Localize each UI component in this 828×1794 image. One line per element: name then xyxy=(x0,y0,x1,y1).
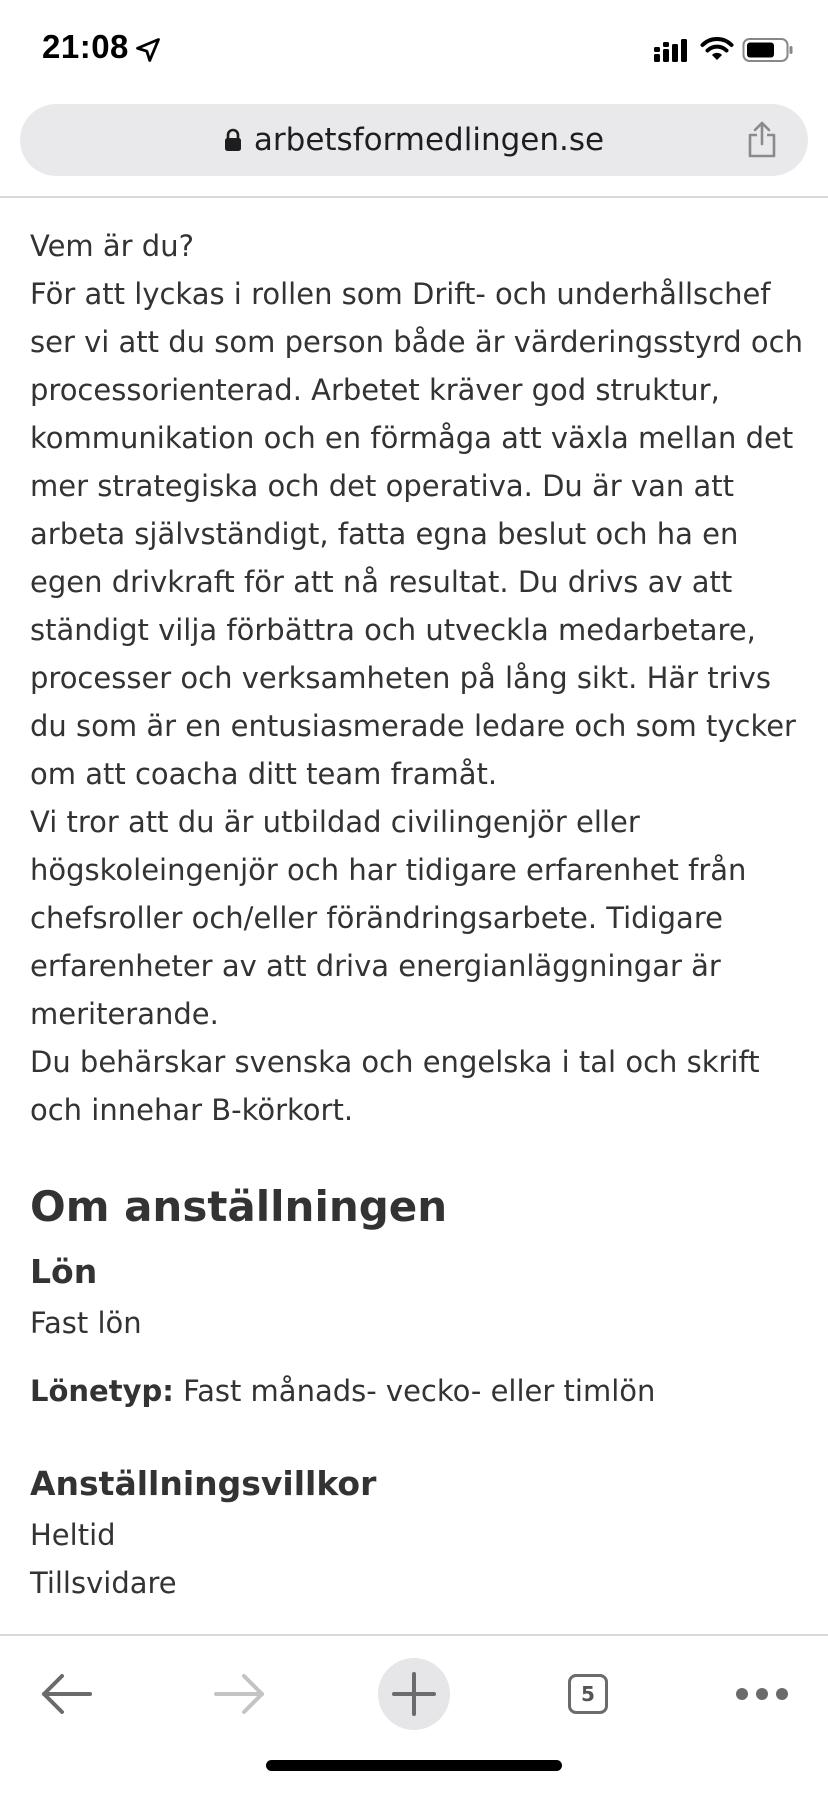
url-display[interactable] xyxy=(20,104,808,176)
job-description xyxy=(30,222,810,1134)
tabs-icon xyxy=(568,1674,608,1714)
language-paragraph: Du behärskar svenska och engelska i tal och skrift och innehar B-körkort. xyxy=(30,1045,760,1127)
more-icon xyxy=(734,1686,790,1702)
forward-arrow-icon xyxy=(212,1672,268,1716)
battery-icon xyxy=(742,36,794,64)
more-button[interactable] xyxy=(722,1654,802,1734)
salary-type-label: Lönetyp: xyxy=(30,1374,174,1408)
status-bar xyxy=(0,0,828,96)
url-text[interactable]: arbetsformedlingen.se xyxy=(253,122,605,158)
salary-heading: Lön xyxy=(30,1252,98,1291)
status-time: 21:08 xyxy=(42,28,129,65)
tabs-count: 5 xyxy=(581,1682,595,1706)
employment-duration: Tillsvidare xyxy=(30,1566,177,1600)
employment-extent: Heltid xyxy=(30,1518,116,1552)
plus-icon xyxy=(391,1671,437,1717)
salary-type xyxy=(30,1374,655,1408)
salary-type-value: Fast månads- vecko- eller timlön xyxy=(183,1374,656,1408)
location-arrow-icon xyxy=(134,36,162,64)
description-paragraph: För att lyckas i rollen som Drift- och underhållschef ser vi att du som person både är värderingsstyrd och processorienterad. Arbetet kräver god struktur, kommunikation och en förmåga att växla mellan det mer strategiska och det operativa. Du är van att arbeta självständigt, fatta egna beslut och ha en egen drivkraft för att nå resultat. Du drivs av att ständigt vilja förbättra och utveckla medarbetare, processer och verksamheten på lång sikt. Här trivs du som är en entusiasmerade ledare och som tycker om att coacha ditt team framåt. xyxy=(30,277,803,791)
share-icon[interactable] xyxy=(746,120,778,158)
qualifications-paragraph: Vi tror att du är utbildad civilingenjör eller högskoleingenjör och har tidigare erfarenhet från chefsroller och/eller förändringsarbete. Tidigare erfarenheter av att driva energianläggningar är meriterande. xyxy=(30,805,747,1031)
tabs-button[interactable] xyxy=(548,1654,628,1734)
employment-terms-heading: Anställningsvillkor xyxy=(30,1464,377,1503)
back-button[interactable] xyxy=(26,1654,106,1734)
employment-section-heading: Om anställningen xyxy=(30,1182,448,1231)
home-indicator[interactable] xyxy=(266,1760,562,1771)
cellular-signal-icon xyxy=(654,38,690,64)
new-tab-button[interactable] xyxy=(374,1654,454,1734)
forward-button[interactable] xyxy=(200,1654,280,1734)
new-tab-circle[interactable] xyxy=(378,1658,450,1730)
wifi-icon xyxy=(700,36,734,64)
url-bar-divider xyxy=(0,196,828,198)
back-arrow-icon xyxy=(38,1672,94,1716)
salary-value: Fast lön xyxy=(30,1306,142,1340)
url-bar[interactable] xyxy=(20,104,808,176)
lock-icon xyxy=(224,128,242,152)
who-are-you-heading: Vem är du? xyxy=(30,229,194,263)
